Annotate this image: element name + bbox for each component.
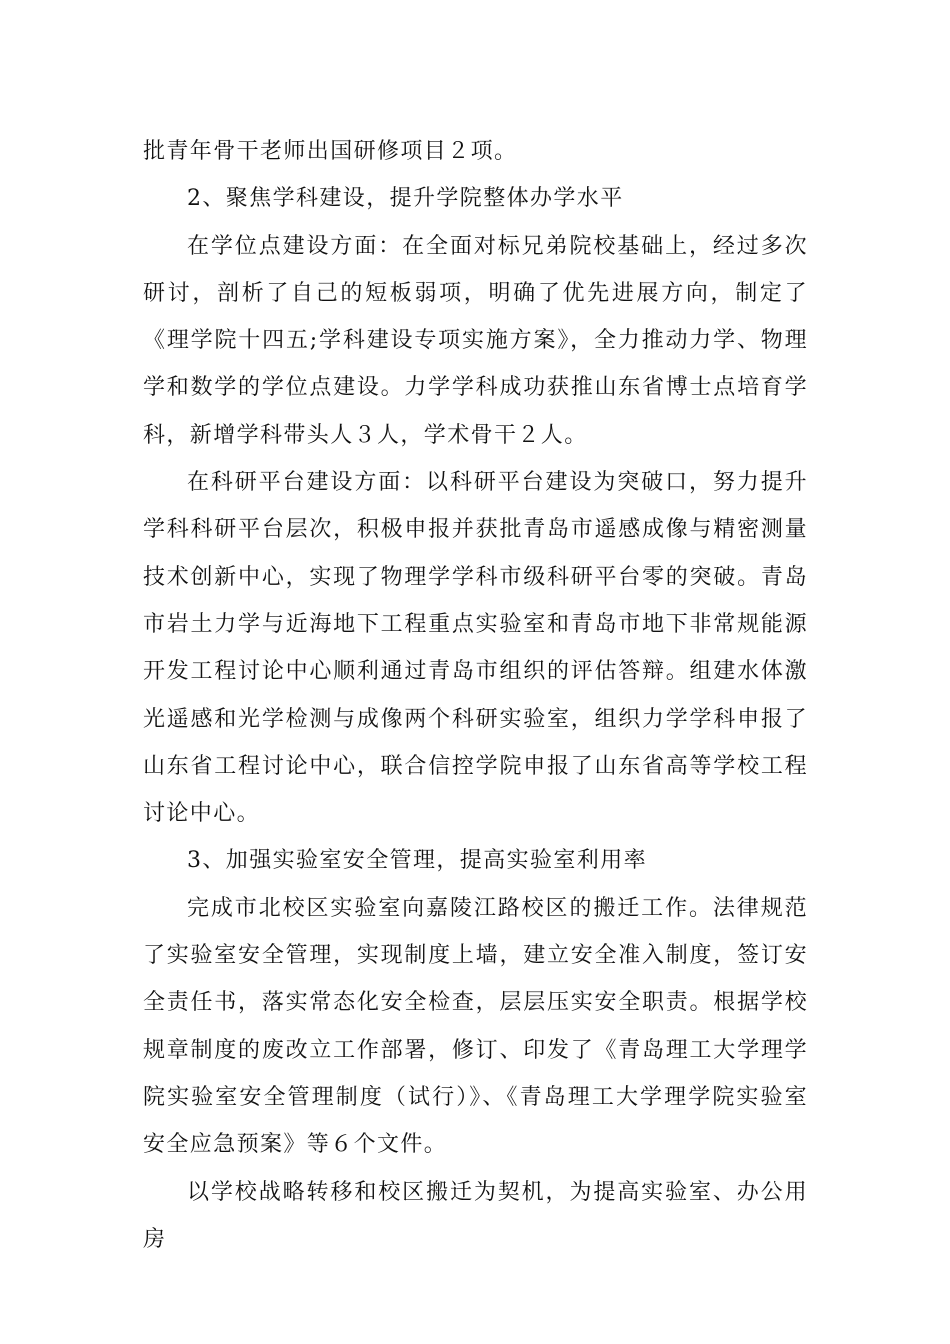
section-heading-3: 3、加强实验室安全管理，提高实验室利用率 xyxy=(187,848,647,874)
section-heading-2: 2、聚焦学科建设，提升学院整体办学水平 xyxy=(187,186,624,212)
paragraph-lab-safety: 完成市北校区实验室向嘉陵江路校区的搬迁工作。法律规范了实验室安全管理，实现制度上墙，建立安全准入制度，签订安全责任书，落实常态化安全检查，层层压实安全职责。根据学校规章制度的废改立工作部署，修订、印发了《青岛理工大学理学院实验室安全管理制度（试行）》、《青岛理工大学理学院实验室安全应急预案》等６个文件。 xyxy=(143,895,808,1158)
paragraph-continuation: 批青年骨干老师出国研修项目２项。 xyxy=(143,139,518,164)
paragraph-research-platform: 在科研平台建设方面：以科研平台建设为突破口，努力提升学科科研平台层次，积极申报并获批青岛市遥感成像与精密测量技术创新中心，实现了物理学学科市级科研平台零的突破。青岛市岩土力学与近海地下工程重点实验室和青岛市地下非常规能源开发工程讨论中心顺利通过青岛市组织的评估答辩。组建水体激光遥感和光学检测与成像两个科研实验室，组织力学学科申报了山东省工程讨论中心，联合信控学院申报了山东省高等学校工程讨论中心。 xyxy=(143,470,808,827)
paragraph-campus-relocation: 以学校战略转移和校区搬迁为契机，为提高实验室、办公用房 xyxy=(143,1179,808,1252)
document-body xyxy=(143,128,808,1263)
paragraph-degree-construction: 在学位点建设方面：在全面对标兄弟院校基础上，经过多次研讨，剖析了自己的短板弱项，明确了优先进展方向，制定了《理学院十四五;学科建设专项实施方案》，全力推动力学、物理学和数学的学位点建设。力学学科成功获推山东省博士点培育学科，新增学科带头人３人，学术骨干２人。 xyxy=(143,233,808,448)
